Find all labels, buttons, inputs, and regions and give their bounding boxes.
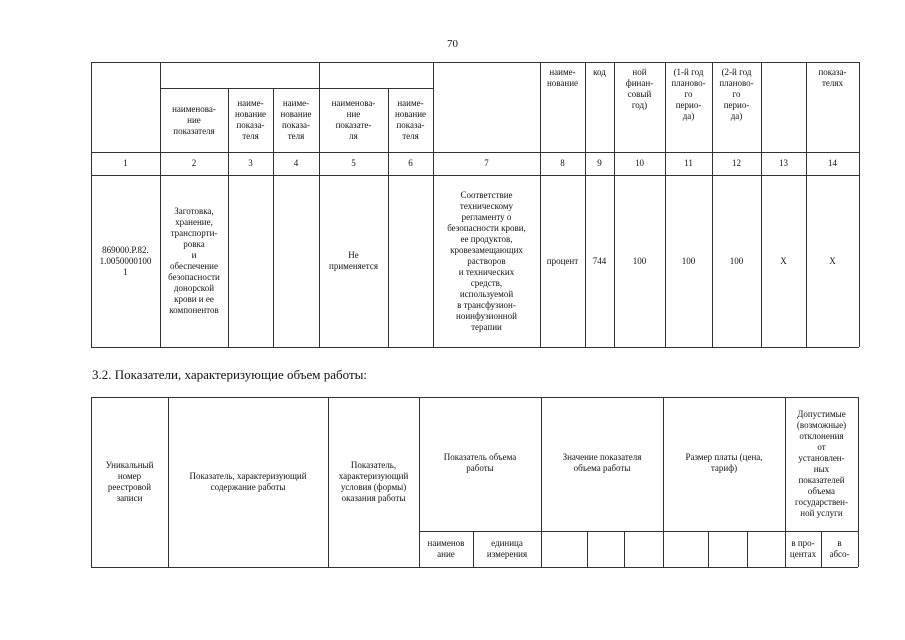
header-volume-value: Значение показателя объема работы	[562, 452, 642, 473]
header-absolute: показа- телях	[818, 67, 847, 88]
table-grid-line	[747, 531, 748, 567]
table-grid-line	[858, 397, 859, 567]
header-current-year: ной финан- совый год)	[625, 67, 654, 110]
subheader-indicator-name-2: наиме- нование показа- теля	[234, 98, 267, 141]
column-number: 12	[732, 158, 741, 168]
column-number: 7	[484, 158, 489, 168]
subheader-absolute: в абсо-	[829, 538, 850, 559]
subheader-indicator-name-5: наиме- нование показа- теля	[394, 98, 427, 141]
subheader-indicator-name-3: наиме- нование показа- теля	[280, 98, 312, 141]
table-grid-line	[587, 531, 588, 567]
table-border-bottom	[91, 567, 858, 568]
column-number: 10	[635, 158, 644, 168]
row-indicator-name: Соответствие техническому регламенту о безопасности крови, ее продуктов, кровезамещающих растворов и технических средств, используемой в трансфузион- ноинфузионной терапии	[447, 189, 526, 332]
header-fee-size: Размер платы (цена, тариф)	[685, 452, 763, 473]
row-unit-name: процент	[546, 255, 579, 266]
header-unique-registry-number: Уникальный номер реестровой записи	[105, 460, 154, 503]
header-work-conditions: Показатель, характеризующий условия (формы) оказания работы	[338, 460, 409, 503]
row-deviation-absolute: X	[829, 255, 836, 266]
column-number: 13	[779, 158, 788, 168]
header-unit-name: наиме- нование	[546, 67, 579, 88]
row-work-content: Заготовка, хранение, транспорти- ровка и обеспечение безопасности донорской крови и ее компонентов	[168, 206, 220, 315]
column-number: 1	[123, 158, 128, 168]
row-value-plan-year-2: 100	[729, 255, 744, 266]
subheader-indicator-name-4: наименова- ние показате- ля	[331, 98, 376, 141]
column-number: 14	[828, 158, 837, 168]
section-heading: 3.2. Показатели, характеризующие объем работы:	[92, 367, 367, 382]
row-value-plan-year-1: 100	[681, 255, 696, 266]
column-number: 3	[248, 158, 253, 168]
subheader-name: наименов ание	[427, 538, 465, 559]
row-deviation-percent: X	[780, 255, 787, 266]
row-registry-number: 869000.Р.82. 1.0050000100 1	[99, 244, 152, 277]
column-number: 11	[684, 158, 693, 168]
table-grid-line	[708, 531, 709, 567]
subheader-unit: единица измерения	[486, 538, 528, 559]
row-work-conditions: Не применяется	[329, 250, 378, 271]
table-grid-line	[624, 531, 625, 567]
column-number: 2	[191, 158, 197, 168]
header-allowed-deviations: Допустимые (возможные) отклонения от установлен- ных показателей объема государствен- ной услуги	[794, 409, 848, 518]
header-work-content: Показатель, характеризующий содержание работы	[189, 471, 307, 492]
header-plan-year-2: (2-й год планово- го перио- да)	[719, 67, 754, 121]
subheader-percent: в про- центах	[789, 538, 817, 559]
row-unit-code: 744	[592, 255, 607, 266]
header-volume-indicator: Показатель объема работы	[443, 452, 517, 473]
column-number: 5	[351, 158, 356, 168]
column-number: 4	[293, 158, 299, 168]
row-value-current-year: 100	[632, 255, 647, 266]
header-unit-code: код	[593, 67, 606, 77]
column-number: 9	[597, 158, 602, 168]
header-plan-year-1: (1-й год планово- го перио- да)	[671, 67, 706, 121]
column-number: 8	[560, 158, 565, 168]
subheader-indicator-name-1: наименова- ние показателя	[172, 103, 216, 136]
column-number: 6	[408, 158, 413, 168]
page-number: 70	[447, 38, 458, 50]
